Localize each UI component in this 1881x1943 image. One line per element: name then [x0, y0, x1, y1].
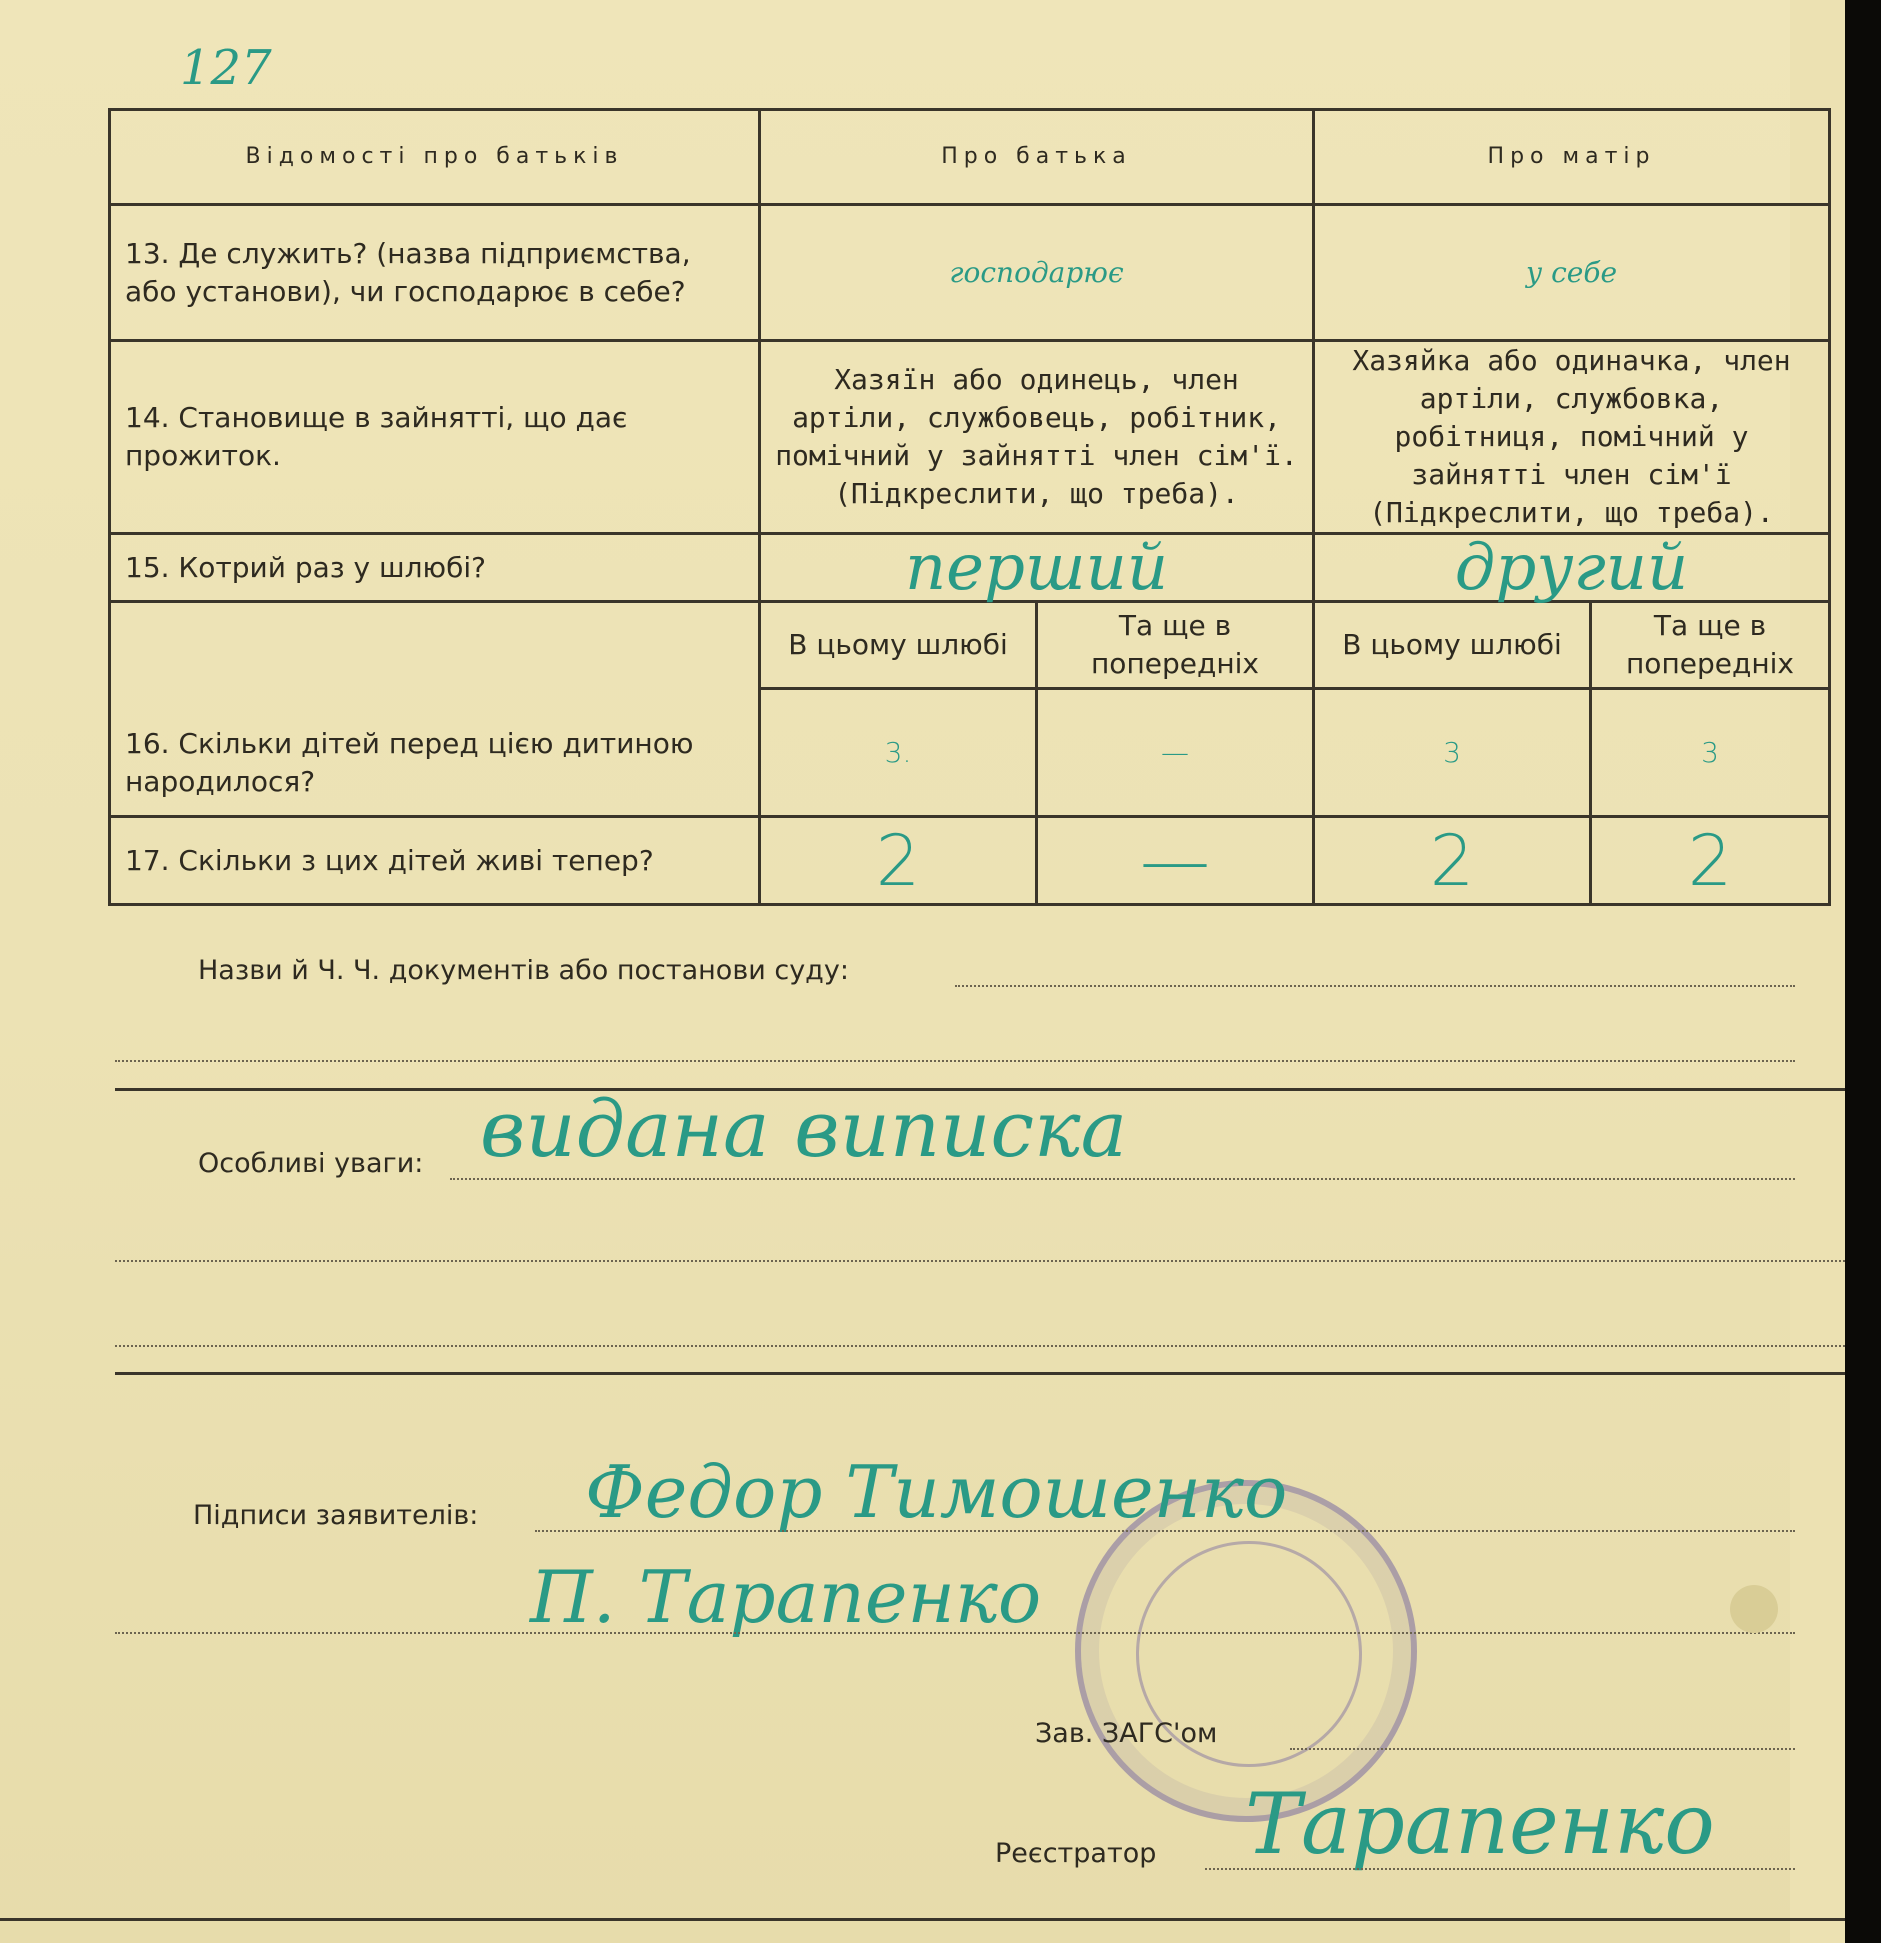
- remarks-line-2: [115, 1260, 1845, 1262]
- row-q15: [110, 534, 1830, 602]
- row-subheaders: [110, 602, 1830, 689]
- answer-17-mother-previous: 2: [1591, 817, 1830, 905]
- remarks-line: [450, 1178, 1795, 1180]
- remarks-label: Особливі уваги:: [198, 1148, 424, 1179]
- answer-17-father-current: 2: [760, 817, 1037, 905]
- subheader-father-previous: Та ще в попередніх: [1037, 602, 1314, 689]
- row-q17: [110, 817, 1830, 905]
- registrar-line: [1205, 1868, 1795, 1870]
- question-14: 14. Становище в зайнятті, що дає прожиток.: [110, 341, 760, 534]
- registrar-label: Реєстратор: [995, 1838, 1157, 1869]
- answer-16-father-previous: —: [1037, 689, 1314, 817]
- header-parents-info: Відомості про батьків: [110, 110, 760, 205]
- answer-13-father: господарює: [760, 205, 1314, 341]
- table-header-row: [110, 110, 1830, 205]
- options-14-mother: Хазяйка або одиначка, член артіли, службовка, робітниця, помічний у зайнятті член сім'ї (Підкреслити, що треба).: [1314, 341, 1830, 534]
- remarks-line-3: [115, 1345, 1845, 1347]
- subheader-father-current: В цьому шлюбі: [760, 602, 1037, 689]
- remarks-value: видана виписка: [480, 1085, 1128, 1175]
- answer-15-mother: другий: [1314, 534, 1830, 602]
- subheader-mother-previous: Та ще в попередніх: [1591, 602, 1830, 689]
- question-16: 16. Скільки дітей перед цією дитиною народилося?: [110, 602, 760, 817]
- options-14-father: Хазяїн або одинець, член артіли, службовець, робітник, помічний у зайнятті член сім'ї. (Підкреслити, що треба).: [760, 341, 1314, 534]
- section-rule-2: [115, 1372, 1845, 1375]
- parents-info-table: [108, 108, 1831, 906]
- head-line: [1290, 1748, 1795, 1750]
- row-q13: [110, 205, 1830, 341]
- row-q14: [110, 341, 1830, 534]
- bottom-rule: [0, 1918, 1845, 1921]
- question-17: 17. Скільки з цих дітей живі тепер?: [110, 817, 760, 905]
- signatures-label: Підписи заявителів:: [193, 1500, 479, 1531]
- documents-line-2: [115, 1060, 1795, 1062]
- signatures-line-2: [115, 1632, 1795, 1634]
- signature-1: Федор Тимошенко: [585, 1450, 1288, 1534]
- head-label: Зав. ЗАГС'ом: [1035, 1718, 1218, 1749]
- answer-17-mother-current: 2: [1314, 817, 1591, 905]
- answer-16-father-current: 3.: [760, 689, 1037, 817]
- header-mother: Про матір: [1314, 110, 1830, 205]
- documents-label: Назви й Ч. Ч. документів або постанови суду:: [198, 955, 849, 986]
- header-father: Про батька: [760, 110, 1314, 205]
- registrar-signature: Тарапенко: [1245, 1775, 1715, 1873]
- documents-line: [955, 985, 1795, 987]
- answer-16-mother-previous: 3: [1591, 689, 1830, 817]
- answer-16-mother-current: 3: [1314, 689, 1591, 817]
- signature-2: П. Тарапенко: [530, 1555, 1042, 1639]
- answer-15-father: перший: [760, 534, 1314, 602]
- punch-hole: [1730, 1585, 1778, 1633]
- signatures-line: [535, 1530, 1795, 1532]
- answer-17-father-previous: —: [1037, 817, 1314, 905]
- answer-13-mother: у себе: [1314, 205, 1830, 341]
- handwritten-page-number: 127: [180, 40, 272, 96]
- subheader-mother-current: В цьому шлюбі: [1314, 602, 1591, 689]
- question-15: 15. Котрий раз у шлюбі?: [110, 534, 760, 602]
- question-13: 13. Де служить? (назва підприємства, або установи), чи господарює в себе?: [110, 205, 760, 341]
